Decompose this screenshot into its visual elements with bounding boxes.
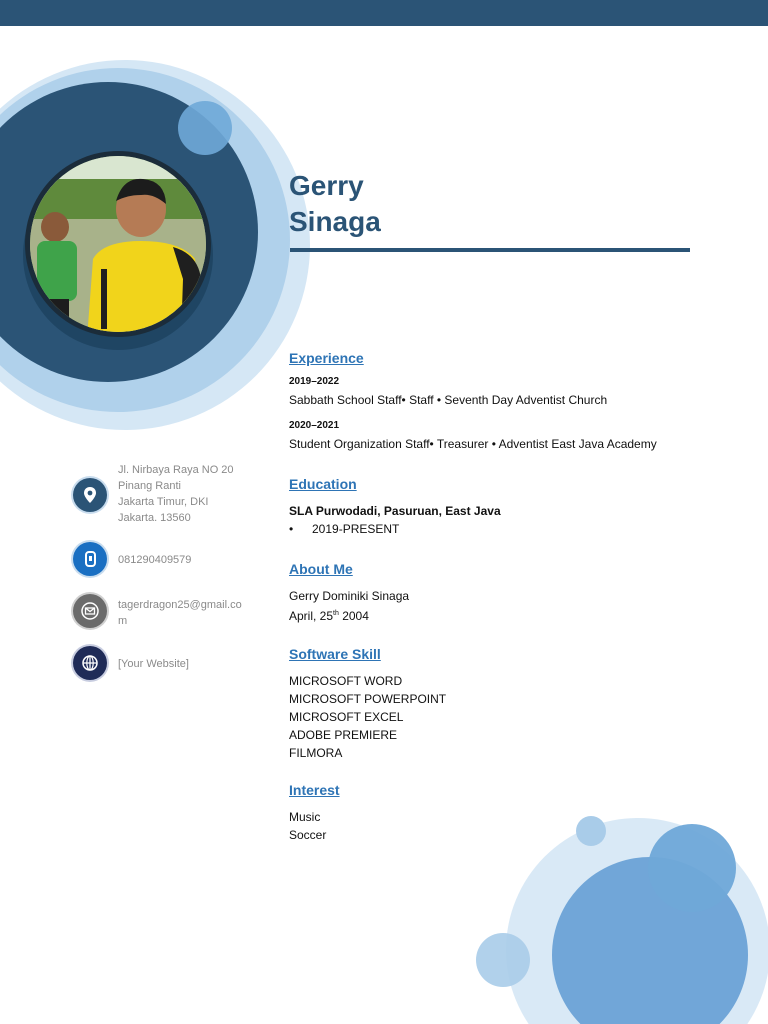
location-icon — [73, 478, 107, 512]
address-text: Jl. Nirbaya Raya NO 20 Pinang Ranti Jakarta Timur, DKI Jakarta. 13560 — [118, 464, 234, 524]
interest-heading: Interest — [289, 782, 340, 798]
interest-item: Music — [289, 810, 321, 824]
small-blue-circle — [178, 101, 232, 155]
last-name: Sinaga — [289, 206, 381, 237]
bottom-small-circle — [476, 933, 530, 987]
website-icon — [73, 646, 107, 680]
experience-detail: Student Organization Staff• Treasurer • Adventist East Java Academy — [289, 437, 657, 451]
education-section — [289, 476, 749, 538]
experience-heading: Experience — [289, 350, 364, 366]
about-heading: About Me — [289, 561, 353, 577]
education-period: 2019-PRESENT — [312, 522, 400, 536]
education-school: SLA Purwodadi, Pasuruan, East Java — [289, 504, 501, 518]
software-item: ADOBE PREMIERE — [289, 728, 398, 742]
birth-date-suffix: th — [333, 610, 339, 617]
experience-detail: Sabbath School Staff• Staff • Seventh Day Adventist Church — [289, 393, 608, 407]
software-heading: Software Skill — [289, 646, 381, 662]
software-item: MICROSOFT WORD — [289, 674, 403, 688]
name-underline — [290, 248, 690, 252]
email-icon — [73, 594, 107, 628]
education-period-item — [289, 520, 749, 538]
bullet-icon: • — [289, 522, 294, 536]
about-full-name: Gerry Dominiki Sinaga — [289, 589, 410, 603]
interest-section — [289, 782, 749, 844]
website-text[interactable]: [Your Website] — [118, 658, 189, 670]
birth-date-day: April, 25 — [289, 609, 334, 623]
experience-years: 2019–2022 — [289, 376, 340, 387]
experience-section — [289, 350, 749, 453]
software-item: FILMORA — [289, 746, 343, 760]
phone-icon — [73, 542, 107, 576]
birth-date-year: 2004 — [338, 609, 369, 623]
experience-years: 2020–2021 — [289, 420, 340, 431]
email-text[interactable]: tagerdragon25@gmail.co m — [118, 599, 242, 627]
phone-text[interactable]: 081290409579 — [118, 554, 192, 566]
interest-item: Soccer — [289, 828, 327, 842]
first-name: Gerry — [289, 170, 364, 201]
about-birthdate — [289, 605, 749, 625]
about-section — [289, 561, 749, 625]
profile-photo — [23, 149, 213, 339]
education-heading: Education — [289, 476, 357, 492]
software-item: MICROSOFT EXCEL — [289, 710, 404, 724]
software-section — [289, 646, 749, 762]
full-name-heading — [289, 168, 381, 240]
software-item: MICROSOFT POWERPOINT — [289, 692, 447, 706]
